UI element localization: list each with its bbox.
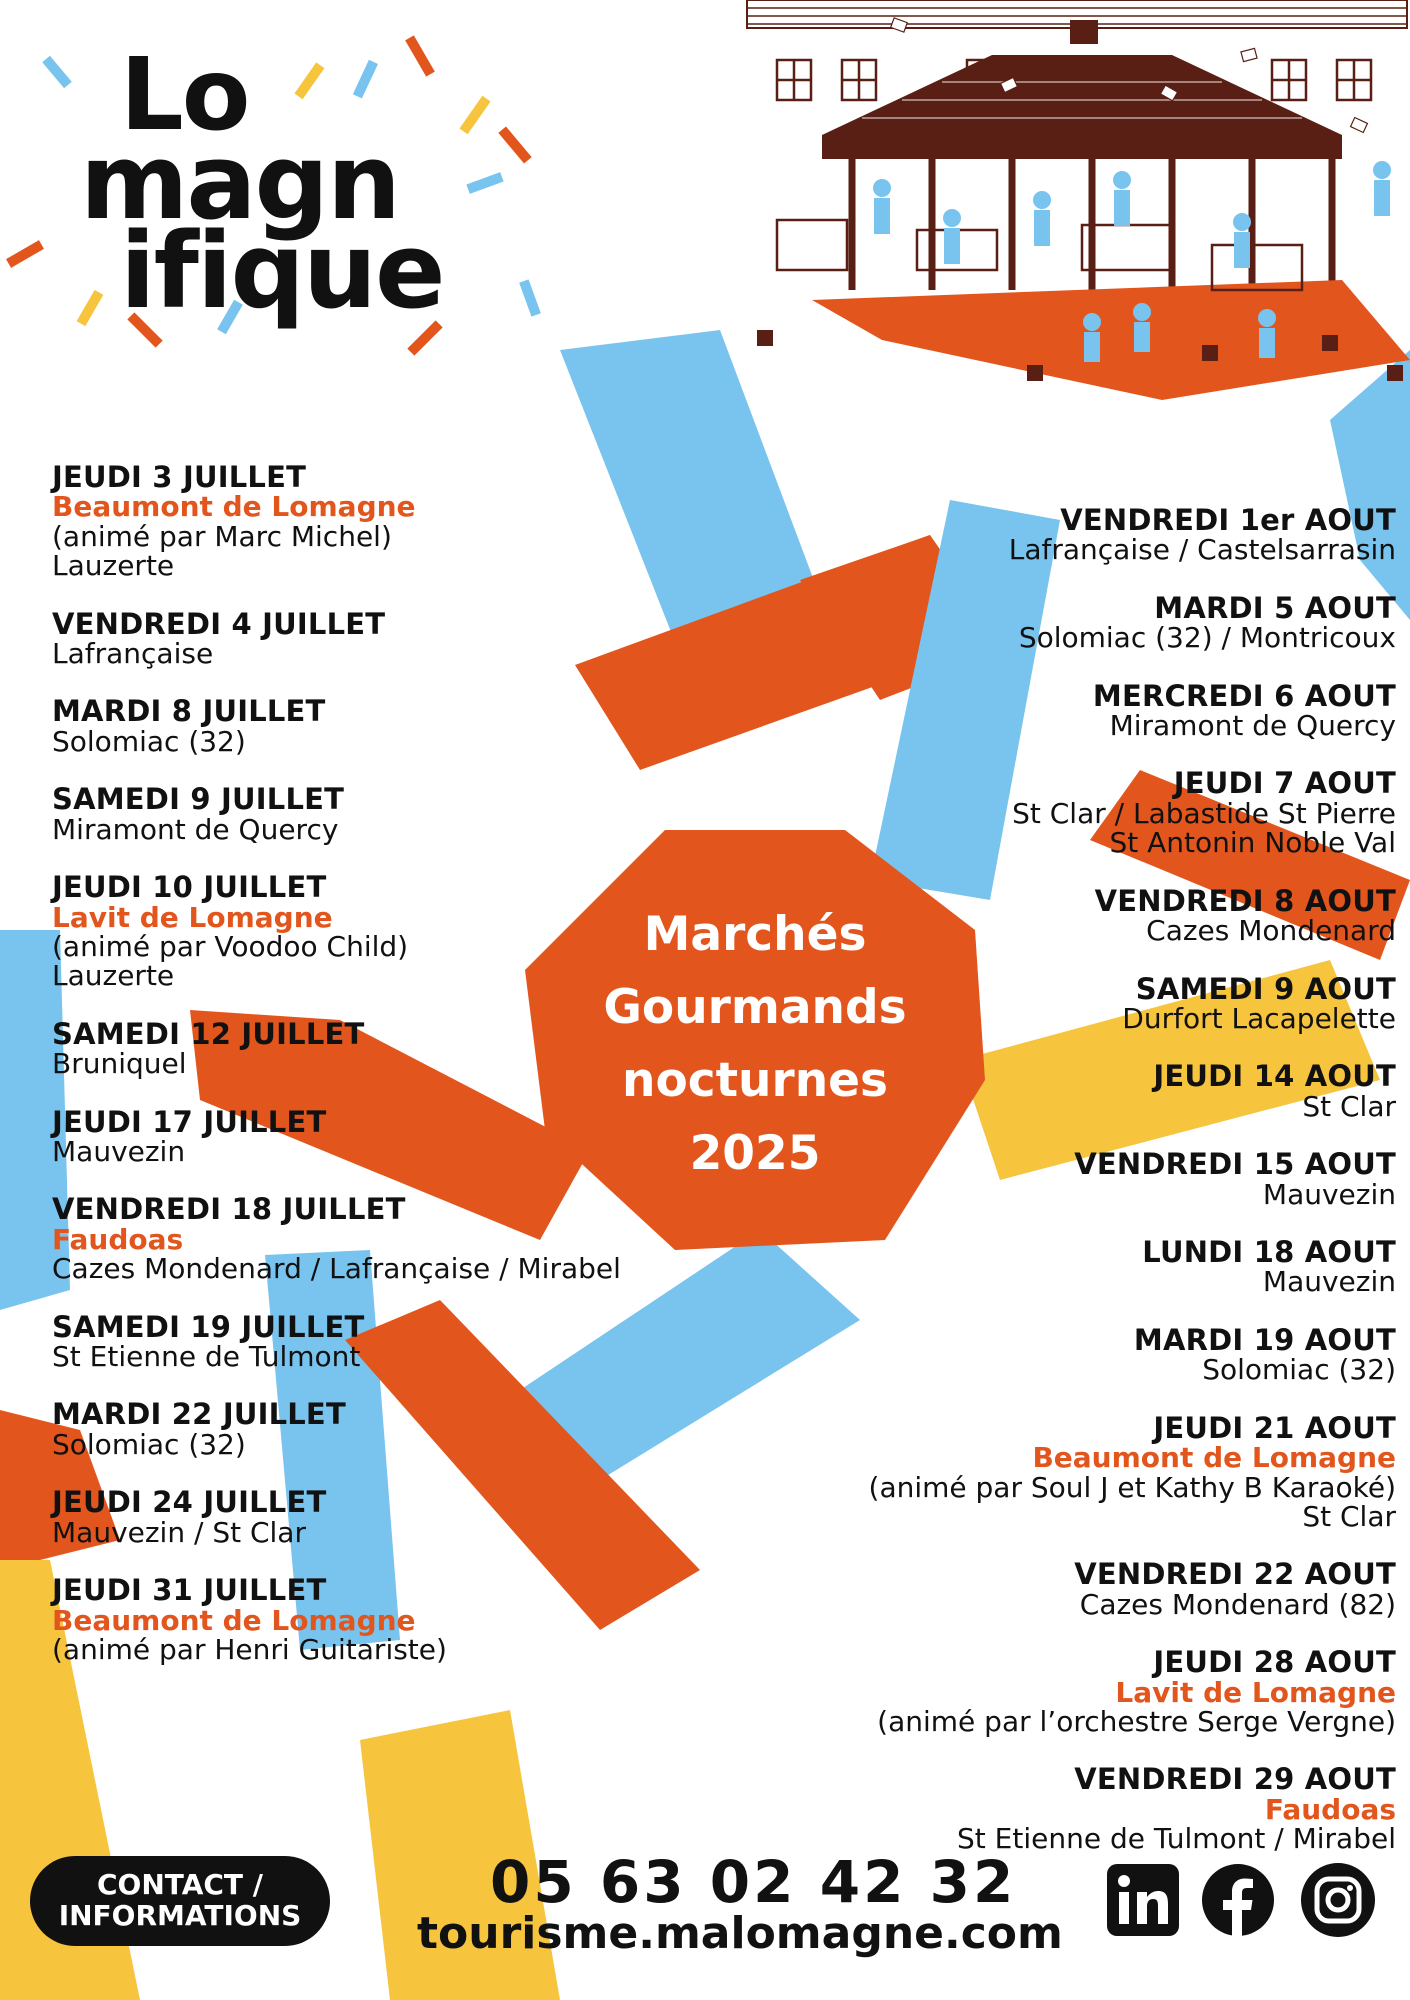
event-item — [52, 1309, 712, 1374]
event-location: (animé par Voodoo Child) — [52, 929, 409, 963]
event-location: Cazes Mondenard — [1146, 914, 1396, 948]
event-location: St Antonin Noble Val — [1109, 826, 1396, 860]
contact-badge — [30, 1856, 330, 1946]
event-item — [52, 462, 712, 581]
event-date: JEUDI 24 JUILLET — [52, 1485, 327, 1520]
event-date: SAMEDI 12 JUILLET — [52, 1016, 365, 1051]
event-item — [776, 1647, 1396, 1736]
linkedin-icon[interactable] — [1105, 1862, 1181, 1938]
event-location: Solomiac (32) / Montricoux — [1018, 621, 1396, 655]
event-highlight-location: Lavit de Lomagne — [52, 900, 333, 934]
event-item — [776, 1559, 1396, 1619]
event-highlight-location: Beaumont de Lomagne — [52, 490, 416, 524]
event-item — [52, 1399, 712, 1459]
contact-line: INFORMATIONS — [58, 1899, 302, 1932]
event-date: MERCREDI 6 AOUT — [1092, 678, 1396, 713]
event-item — [776, 1762, 1396, 1856]
event-date: MARDI 5 AOUT — [1154, 590, 1396, 625]
event-date: VENDREDI 8 AOUT — [1094, 883, 1396, 918]
title-line: nocturnes — [621, 1053, 889, 1108]
event-date: JEUDI 10 JUILLET — [52, 870, 327, 905]
event-highlight-location: Lavit de Lomagne — [1115, 1675, 1396, 1709]
event-date: VENDREDI 4 JUILLET — [52, 606, 386, 641]
event-location: Lafrançaise — [52, 637, 214, 671]
title-text — [525, 830, 985, 1260]
event-date: JEUDI 21 AOUT — [1153, 1410, 1396, 1445]
event-location: Lauzerte — [52, 959, 175, 993]
event-location: Solomiac (32) — [52, 724, 246, 758]
confetti — [459, 96, 490, 135]
website-link[interactable]: tourisme.malomagne.com — [417, 1908, 1063, 1959]
event-location: (animé par Soul J et Kathy B Karaoké) — [868, 1470, 1396, 1504]
event-date: MARDI 22 JUILLET — [52, 1397, 346, 1432]
event-location: Mauvezin — [52, 1134, 186, 1168]
event-location: St Clar / Labastide St Pierre — [1012, 796, 1396, 830]
event-item — [776, 1410, 1396, 1533]
title-line: Gourmands — [603, 980, 907, 1036]
event-date: SAMEDI 19 JUILLET — [52, 1309, 365, 1344]
event-date: JEUDI 28 AOUT — [1153, 1645, 1396, 1680]
event-date: VENDREDI 18 JUILLET — [52, 1192, 406, 1227]
event-item — [776, 1322, 1396, 1387]
event-date: MARDI 8 JUILLET — [52, 694, 326, 729]
event-highlight-location: Faudoas — [52, 1222, 184, 1256]
confetti — [466, 172, 503, 194]
confetti — [519, 279, 541, 316]
event-date: VENDREDI 15 AOUT — [1074, 1147, 1396, 1182]
event-location: Cazes Mondenard / Lafrançaise / Mirabel — [52, 1252, 621, 1286]
contact-line: CONTACT / — [96, 1868, 263, 1902]
logo-line: Lo — [120, 36, 249, 153]
event-location: Mauvezin — [1262, 1265, 1396, 1299]
event-highlight-location: Beaumont de Lomagne — [52, 1603, 416, 1637]
event-location: St Etienne de Tulmont / Mirabel — [957, 1822, 1396, 1856]
event-date: JEUDI 17 JUILLET — [52, 1104, 327, 1139]
event-location: St Clar — [1302, 1499, 1396, 1533]
event-location: Bruniquel — [52, 1047, 187, 1081]
event-date: SAMEDI 9 AOUT — [1135, 971, 1396, 1006]
event-location: Miramont de Quercy — [52, 812, 339, 846]
event-location: Lauzerte — [52, 549, 175, 583]
event-date: JEUDI 3 JUILLET — [52, 460, 307, 494]
event-location: St Clar — [1302, 1089, 1396, 1123]
confetti — [498, 126, 531, 163]
event-item — [52, 1575, 712, 1664]
phone-number[interactable]: 05 63 02 42 32 — [490, 1848, 1017, 1916]
confetti — [42, 56, 72, 88]
event-date: JEUDI 14 AOUT — [1153, 1059, 1396, 1094]
event-date: VENDREDI 22 AOUT — [1074, 1557, 1396, 1592]
event-date: LUNDI 18 AOUT — [1142, 1235, 1396, 1270]
event-location: (animé par l’orchestre Serge Vergne) — [877, 1704, 1396, 1738]
event-location: St Etienne de Tulmont — [52, 1340, 361, 1374]
event-location: Cazes Mondenard (82) — [1079, 1587, 1396, 1621]
confetti — [6, 240, 44, 268]
facebook-icon[interactable] — [1200, 1862, 1276, 1938]
event-item — [52, 1487, 712, 1547]
event-date: JEUDI 7 AOUT — [1173, 766, 1396, 801]
event-date: MARDI 19 AOUT — [1133, 1322, 1396, 1357]
event-highlight-location: Faudoas — [1264, 1792, 1396, 1826]
market-hall-illustration — [742, 0, 1410, 400]
logo — [80, 36, 444, 333]
title-badge — [525, 830, 985, 1260]
logo-line: magn — [80, 121, 400, 243]
event-highlight-location: Beaumont de Lomagne — [1032, 1441, 1396, 1475]
event-location: Lafrançaise / Castelsarrasin — [1008, 533, 1396, 567]
event-location: Solomiac (32) — [1202, 1353, 1396, 1387]
event-item — [52, 696, 712, 756]
event-date: VENDREDI 29 AOUT — [1074, 1762, 1396, 1797]
event-date: VENDREDI 1er AOUT — [1060, 503, 1396, 537]
title-line: 2025 — [689, 1125, 821, 1181]
event-location: Durfort Lacapelette — [1122, 1001, 1396, 1035]
event-date: SAMEDI 9 JUILLET — [52, 782, 345, 817]
event-location: (animé par Henri Guitariste) — [52, 1632, 447, 1666]
event-location: Mauvezin — [1262, 1177, 1396, 1211]
event-item — [52, 606, 712, 671]
logo-line: ifique — [120, 210, 444, 333]
event-item — [776, 590, 1396, 655]
instagram-icon[interactable] — [1300, 1862, 1376, 1938]
event-location: (animé par Marc Michel) — [52, 519, 392, 553]
title-line: Marchés — [643, 907, 867, 963]
event-item — [776, 678, 1396, 743]
event-location: Miramont de Quercy — [1109, 709, 1396, 743]
event-date: JEUDI 31 JUILLET — [52, 1573, 327, 1608]
event-location: Solomiac (32) — [52, 1427, 246, 1461]
event-location: Mauvezin / St Clar — [52, 1515, 306, 1549]
event-item — [776, 505, 1396, 565]
